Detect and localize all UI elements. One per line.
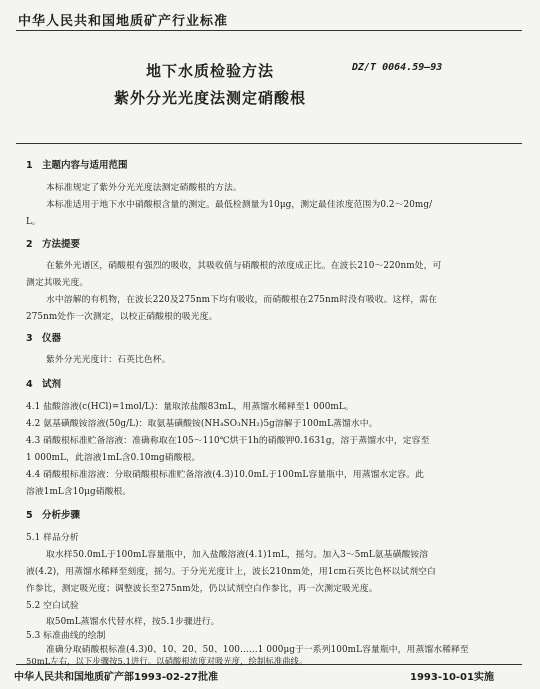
section-5-line-2: 液(4.2)，用蒸馏水稀释至刻度，摇匀。于分光光度计上，波长210nm处，用1cm石英比色杯以试剂空白 <box>26 567 436 577</box>
effective-date: 1993-10-01实施 <box>410 672 494 683</box>
section-4-line-5: 4.4 硝酸根标准溶液：分取硝酸根标准贮备溶液(4.3)10.0mL于100mL容量瓶中，用蒸馏水定容。此 <box>26 470 424 480</box>
section-3-heading: 3 仪器 <box>26 333 62 344</box>
section-1-line-2: 本标准适用于地下水中硝酸根含量的测定。最低检测量为10μg，测定最佳浓度范围为0.2～20mg/ <box>46 200 433 210</box>
section-5-heading: 5 分析步骤 <box>26 510 81 521</box>
section-4-line-3: 4.3 硝酸根标准贮备溶液：准确称取在105～110℃烘干1h的硝酸钾0.1631g，溶于蒸馏水中，定容至 <box>26 436 430 446</box>
document-title-line2: 紫外分光光度法测定硝酸根 <box>113 89 306 107</box>
section-5-subheading-5-2: 5.2 空白试验 <box>26 601 79 611</box>
section-5-line-3: 作参比，测定吸光度；调整波长至275nm处，仍以试剂空白作参比，再一次测定吸光度。 <box>26 584 378 594</box>
section-4-line-4: 1 000mL，此溶液1mL含0.10mg硝酸根。 <box>26 453 201 463</box>
section-5-line-6: 50mL左右，以下步骤按5.1进行。以硝酸根浓度对吸光度，绘制标准曲线。 <box>26 656 308 666</box>
title-rule <box>16 143 522 144</box>
section-2-line-3: 水中溶解的有机物，在波长220及275nm下均有吸收，而硝酸根在275nm时没有吸收。这样，需在 <box>46 295 438 305</box>
approval-date: 中华人民共和国地质矿产部1993-02-27批准 <box>14 672 218 683</box>
section-5-line-5: 准确分取硝酸根标准(4.3)0、10、20、50、100……1 000μg于一系列100mL容量瓶中，用蒸馏水稀释至 <box>46 645 469 655</box>
section-4-line-6: 溶液1mL含10μg硝酸根。 <box>26 487 132 497</box>
header-rule <box>16 30 522 31</box>
section-1-heading: 1 主题内容与适用范围 <box>26 160 128 171</box>
section-1-line-3: L。 <box>26 217 41 227</box>
section-1-line-1: 本标准规定了紫外分光光度法测定硝酸根的方法。 <box>46 183 242 193</box>
document-title-line1: 地下水质检验方法 <box>145 62 274 80</box>
section-4-heading: 4 试剂 <box>26 379 62 390</box>
section-5-line-4: 取50mL蒸馏水代替水样，按5.1步骤进行。 <box>46 617 220 627</box>
section-5-subheading-5-1: 5.1 样品分析 <box>26 533 79 543</box>
section-2-heading: 2 方法提要 <box>26 239 81 250</box>
standard-category-heading: 中华人民共和国地质矿产行业标准 <box>18 14 229 29</box>
section-5-line-1: 取水样50.0mL于100mL容量瓶中，加入盐酸溶液(4.1)1mL，摇匀。加入3～5mL氨基磺酸铵溶 <box>46 550 429 560</box>
section-2-line-2: 测定其吸光度。 <box>26 278 89 288</box>
section-4-line-1: 4.1 盐酸溶液(c(HCl)=1mol/L)：量取浓盐酸83mL，用蒸馏水稀释至1 000mL。 <box>26 402 354 412</box>
section-5-subheading-5-3: 5.3 标准曲线的绘制 <box>26 631 106 641</box>
section-2-line-4: 275nm处作一次测定，以校正硝酸根的吸光度。 <box>26 312 218 322</box>
section-4-line-2: 4.2 氨基磺酸铵溶液(50g/L)：取氨基磺酸铵(NH₄SO₃NH₂)5g溶解于100mL蒸馏水中。 <box>26 419 378 429</box>
section-3-line-1: 紫外分光光度计：石英比色杯。 <box>46 355 171 365</box>
section-2-line-1: 在紫外光谱区，硝酸根有强烈的吸收，其吸收值与硝酸根的浓度成正比。在波长210～220nm处，可 <box>46 261 442 271</box>
standard-code: DZ/T 0064.59—93 <box>352 62 443 73</box>
